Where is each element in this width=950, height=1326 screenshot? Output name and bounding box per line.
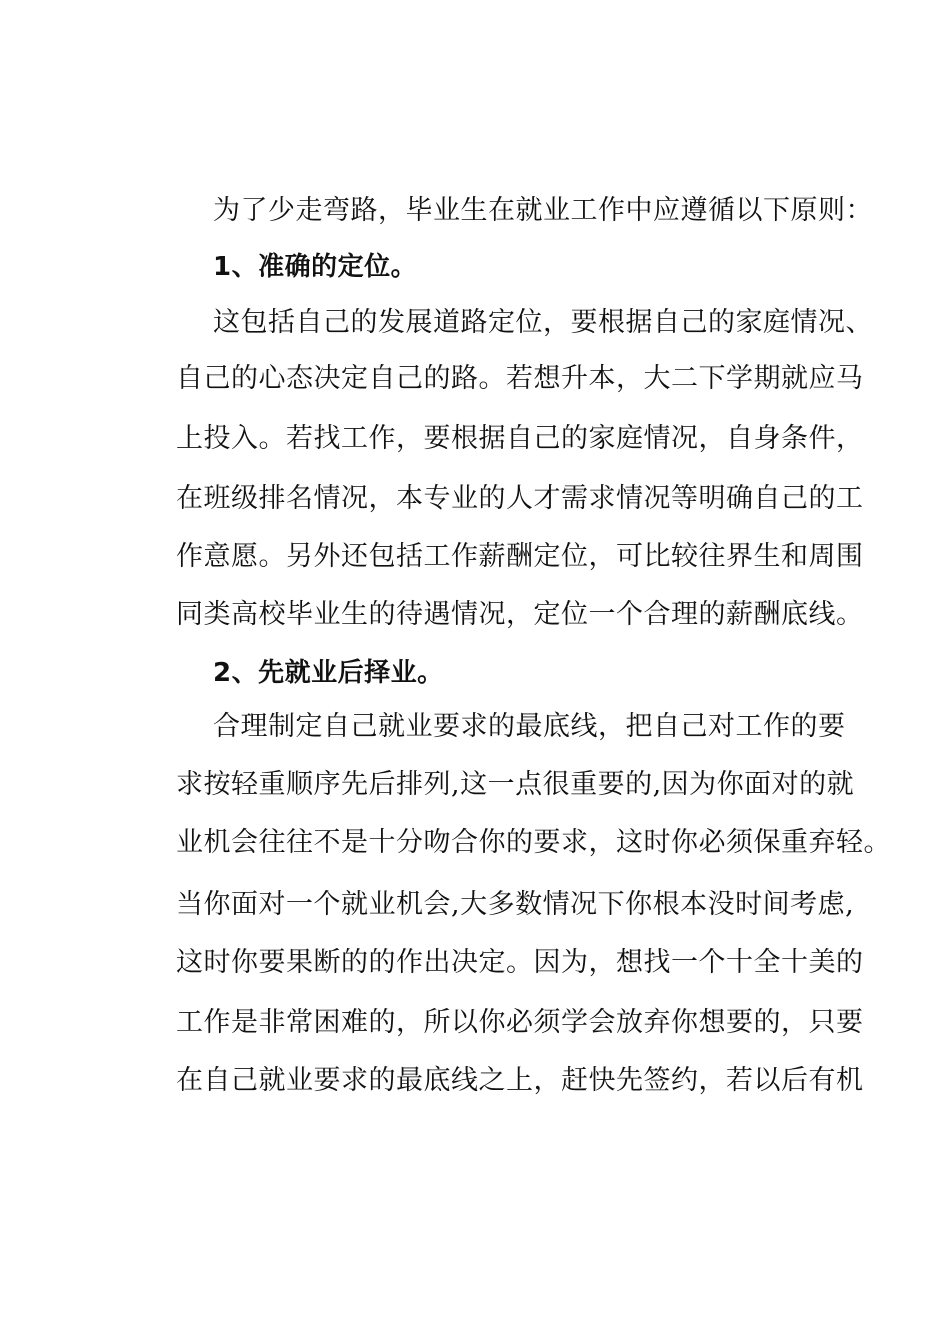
paragraph-line: 作意愿。另外还包括工作薪酬定位，可比较往界生和周围 xyxy=(176,541,864,572)
paragraph-line: 上投入。若找工作，要根据自己的家庭情况，自身条件， xyxy=(176,423,864,454)
paragraph-line: 业机会往往不是十分吻合你的要求，这时你必须保重弃轻。 xyxy=(176,827,891,858)
section-heading-2: 2、先就业后择业。 xyxy=(213,658,444,688)
paragraph-line: 当你面对一个就业机会,大多数情况下你根本没时间考虑, xyxy=(176,889,855,920)
paragraph-line: 这时你要果断的的作出决定。因为，想找一个十全十美的 xyxy=(176,947,864,978)
paragraph-line: 工作是非常困难的，所以你必须学会放弃你想要的，只要 xyxy=(176,1007,864,1038)
paragraph-line: 求按轻重顺序先后排列,这一点很重要的,因为你面对的就 xyxy=(176,769,855,800)
paragraph-line: 在班级排名情况，本专业的人才需求情况等明确自己的工 xyxy=(176,483,864,514)
section-heading-1: 1、准确的定位。 xyxy=(213,252,418,282)
paragraph-line: 合理制定自己就业要求的最底线，把自己对工作的要 xyxy=(213,711,846,742)
paragraph-line: 自己的心态决定自己的路。若想升本，大二下学期就应马 xyxy=(176,363,864,394)
paragraph-line: 同类高校毕业生的待遇情况，定位一个合理的薪酬底线。 xyxy=(176,599,864,630)
paragraph-line: 在自己就业要求的最底线之上，赶快先签约，若以后有机 xyxy=(176,1065,864,1096)
intro-paragraph-line: 为了少走弯路，毕业生在就业工作中应遵循以下原则： xyxy=(213,195,873,226)
paragraph-line: 这包括自己的发展道路定位，要根据自己的家庭情况、 xyxy=(213,307,873,338)
